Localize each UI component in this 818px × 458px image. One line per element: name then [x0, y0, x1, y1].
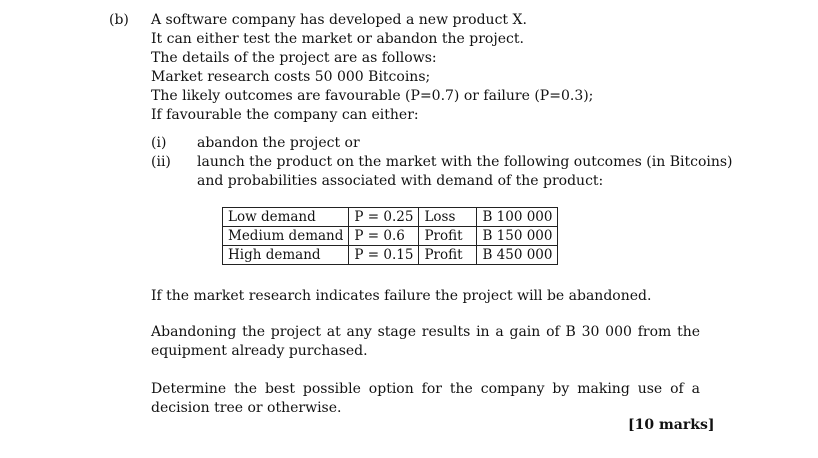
probability-cell: P = 0.6 [349, 227, 419, 246]
result-cell: Profit [419, 246, 477, 265]
probability-cell: P = 0.25 [349, 208, 419, 227]
intro-line: A software company has developed a new product X. [151, 12, 527, 28]
demand-cell: Low demand [223, 208, 349, 227]
amount-cell: B 100 000 [477, 208, 558, 227]
paragraph-failure: If the market research indicates failure the project will be abandoned. [151, 288, 652, 304]
table-row [223, 246, 558, 265]
outcomes-table [222, 207, 558, 265]
intro-line: Market research costs 50 000 Bitcoins; [151, 69, 431, 85]
demand-cell: High demand [223, 246, 349, 265]
paragraph-abandon: Abandoning the project at any stage results in a gain of B 30 000 from the equipment already purchased. [151, 324, 700, 359]
amount-cell: B 150 000 [477, 227, 558, 246]
option-number: (ii) [151, 154, 171, 170]
option-continuation: and probabilities associated with demand of the product: [197, 173, 604, 189]
intro-line: The details of the project are as follows: [151, 50, 437, 66]
intro-line: If favourable the company can either: [151, 107, 419, 123]
option-number: (i) [151, 135, 167, 151]
table-row [223, 227, 558, 246]
amount-cell: B 450 000 [477, 246, 558, 265]
result-cell: Loss [419, 208, 477, 227]
marks-label: [10 marks] [628, 417, 715, 433]
demand-cell: Medium demand [223, 227, 349, 246]
intro-line: The likely outcomes are favourable (P=0.7) or failure (P=0.3); [151, 88, 594, 104]
intro-line: It can either test the market or abandon the project. [151, 31, 524, 47]
option-text: launch the product on the market with the following outcomes (in Bitcoins) [197, 154, 733, 170]
probability-cell: P = 0.15 [349, 246, 419, 265]
outcomes-table-wrap [222, 207, 558, 265]
question-label: (b) [109, 12, 129, 28]
paragraph-determine: Determine the best possible option for the company by making use of a decision tree or otherwise. [151, 381, 700, 416]
option-text: abandon the project or [197, 135, 360, 151]
table-row [223, 208, 558, 227]
result-cell: Profit [419, 227, 477, 246]
